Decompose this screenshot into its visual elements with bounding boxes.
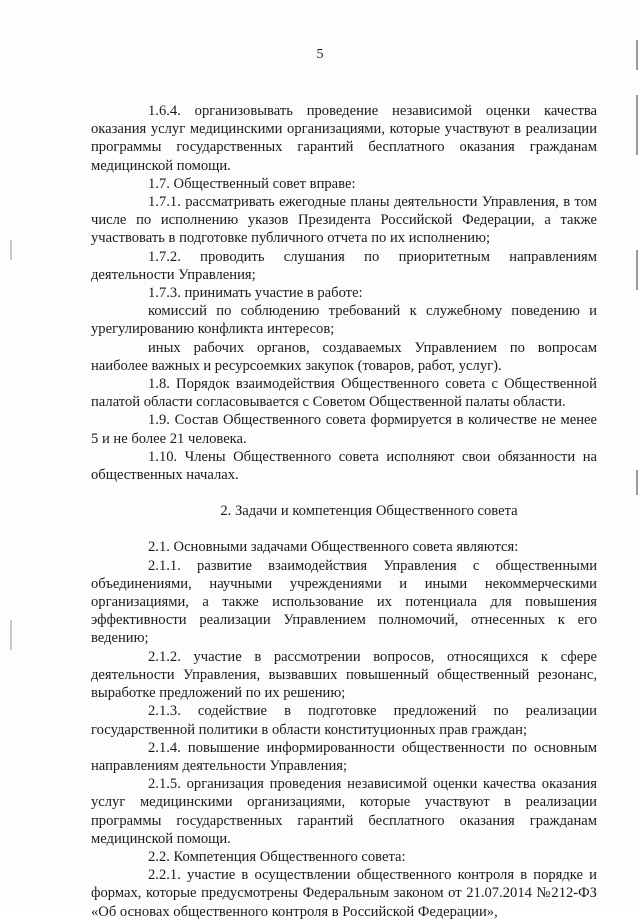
paragraph: комиссий по соблюдению требований к служебному поведению и урегулированию конфликта интересов;	[91, 303, 597, 338]
scan-edge-mark	[636, 250, 638, 290]
paragraph: 1.7. Общественный совет вправе:	[148, 175, 356, 192]
scan-edge-mark	[10, 240, 12, 260]
paragraph: 2.1.2. участие в рассмотрении вопросов, относящихся к сфере деятельности Управления, вызвавших повышенный общественный резонанс, выработке предложений по их решению;	[91, 648, 597, 702]
paragraph: 1.6.4. организовывать проведение независимой оценки качества оказания услуг медицинскими организациями, которые участвуют в реализации программы государственных гарантий бесплатного оказания гражданам медицинской помощи.	[91, 103, 597, 174]
scan-edge-mark	[636, 95, 638, 155]
paragraph: 1.7.1. рассматривать ежегодные планы деятельности Управления, в том числе по исполнению указов Президента Российской Федерации, а также участвовать в подготовке публичного отчета по их исполнению;	[91, 194, 597, 247]
page-number: 5	[316, 47, 324, 62]
paragraph: 2.1.4. повышение информированности общественности по основным направлениям деятельности Управления;	[91, 739, 597, 774]
section-heading: 2. Задачи и компетенция Общественного совета	[220, 503, 518, 520]
paragraph: 2.2. Компетенция Общественного совета:	[148, 848, 406, 865]
paragraph: 1.8. Порядок взаимодействия Общественного совета с Общественной палатой области согласовывается с Советом Общественной палаты области.	[91, 376, 597, 411]
paragraph: 2.1.3. содействие в подготовке предложений по реализации государственной политики в области конституционных прав граждан;	[91, 703, 597, 738]
paragraph: 2.2.1. участие в осуществлении общественного контроля в порядке и формах, которые предусмотрены Федеральным законом от 21.07.2014 №212-ФЗ «Об основах общественного контроля в Российской Федерации»,	[91, 867, 597, 920]
paragraph: 1.9. Состав Общественного совета формируется в количестве не менее 5 и не более 21 человека.	[91, 412, 597, 447]
paragraph: 2.1.5. организация проведения независимой оценки качества оказания услуг медицинскими организациями, которые участвуют в реализации программы государственных гарантий бесплатного оказания гражданам медицинской помощи.	[91, 776, 597, 847]
paragraph: 2.1.1. развитие взаимодействия Управления с общественными объединениями, научными учреждениями и иными некоммерческими организациями, а также использование их потенциала для повышения эффективности реализации Управлением полномочий, отнесенных к его ведению;	[91, 557, 597, 647]
paragraph: 1.10. Члены Общественного совета исполняют свои обязанности на общественных началах.	[91, 448, 597, 484]
scan-edge-mark	[636, 470, 638, 495]
paragraph: иных рабочих органов, создаваемых Управлением по вопросам наиболее важных и ресурсоемких закупок (товаров, работ, услуг).	[91, 339, 597, 374]
paragraph: 2.1. Основными задачами Общественного совета являются:	[148, 539, 519, 556]
scan-edge-mark	[10, 620, 12, 650]
paragraph: 1.7.2. проводить слушания по приоритетным направлениям деятельности Управления;	[91, 248, 597, 283]
scan-edge-mark	[636, 40, 638, 70]
document-body	[91, 102, 597, 921]
paragraph: 1.7.3. принимать участие в работе:	[148, 285, 363, 302]
